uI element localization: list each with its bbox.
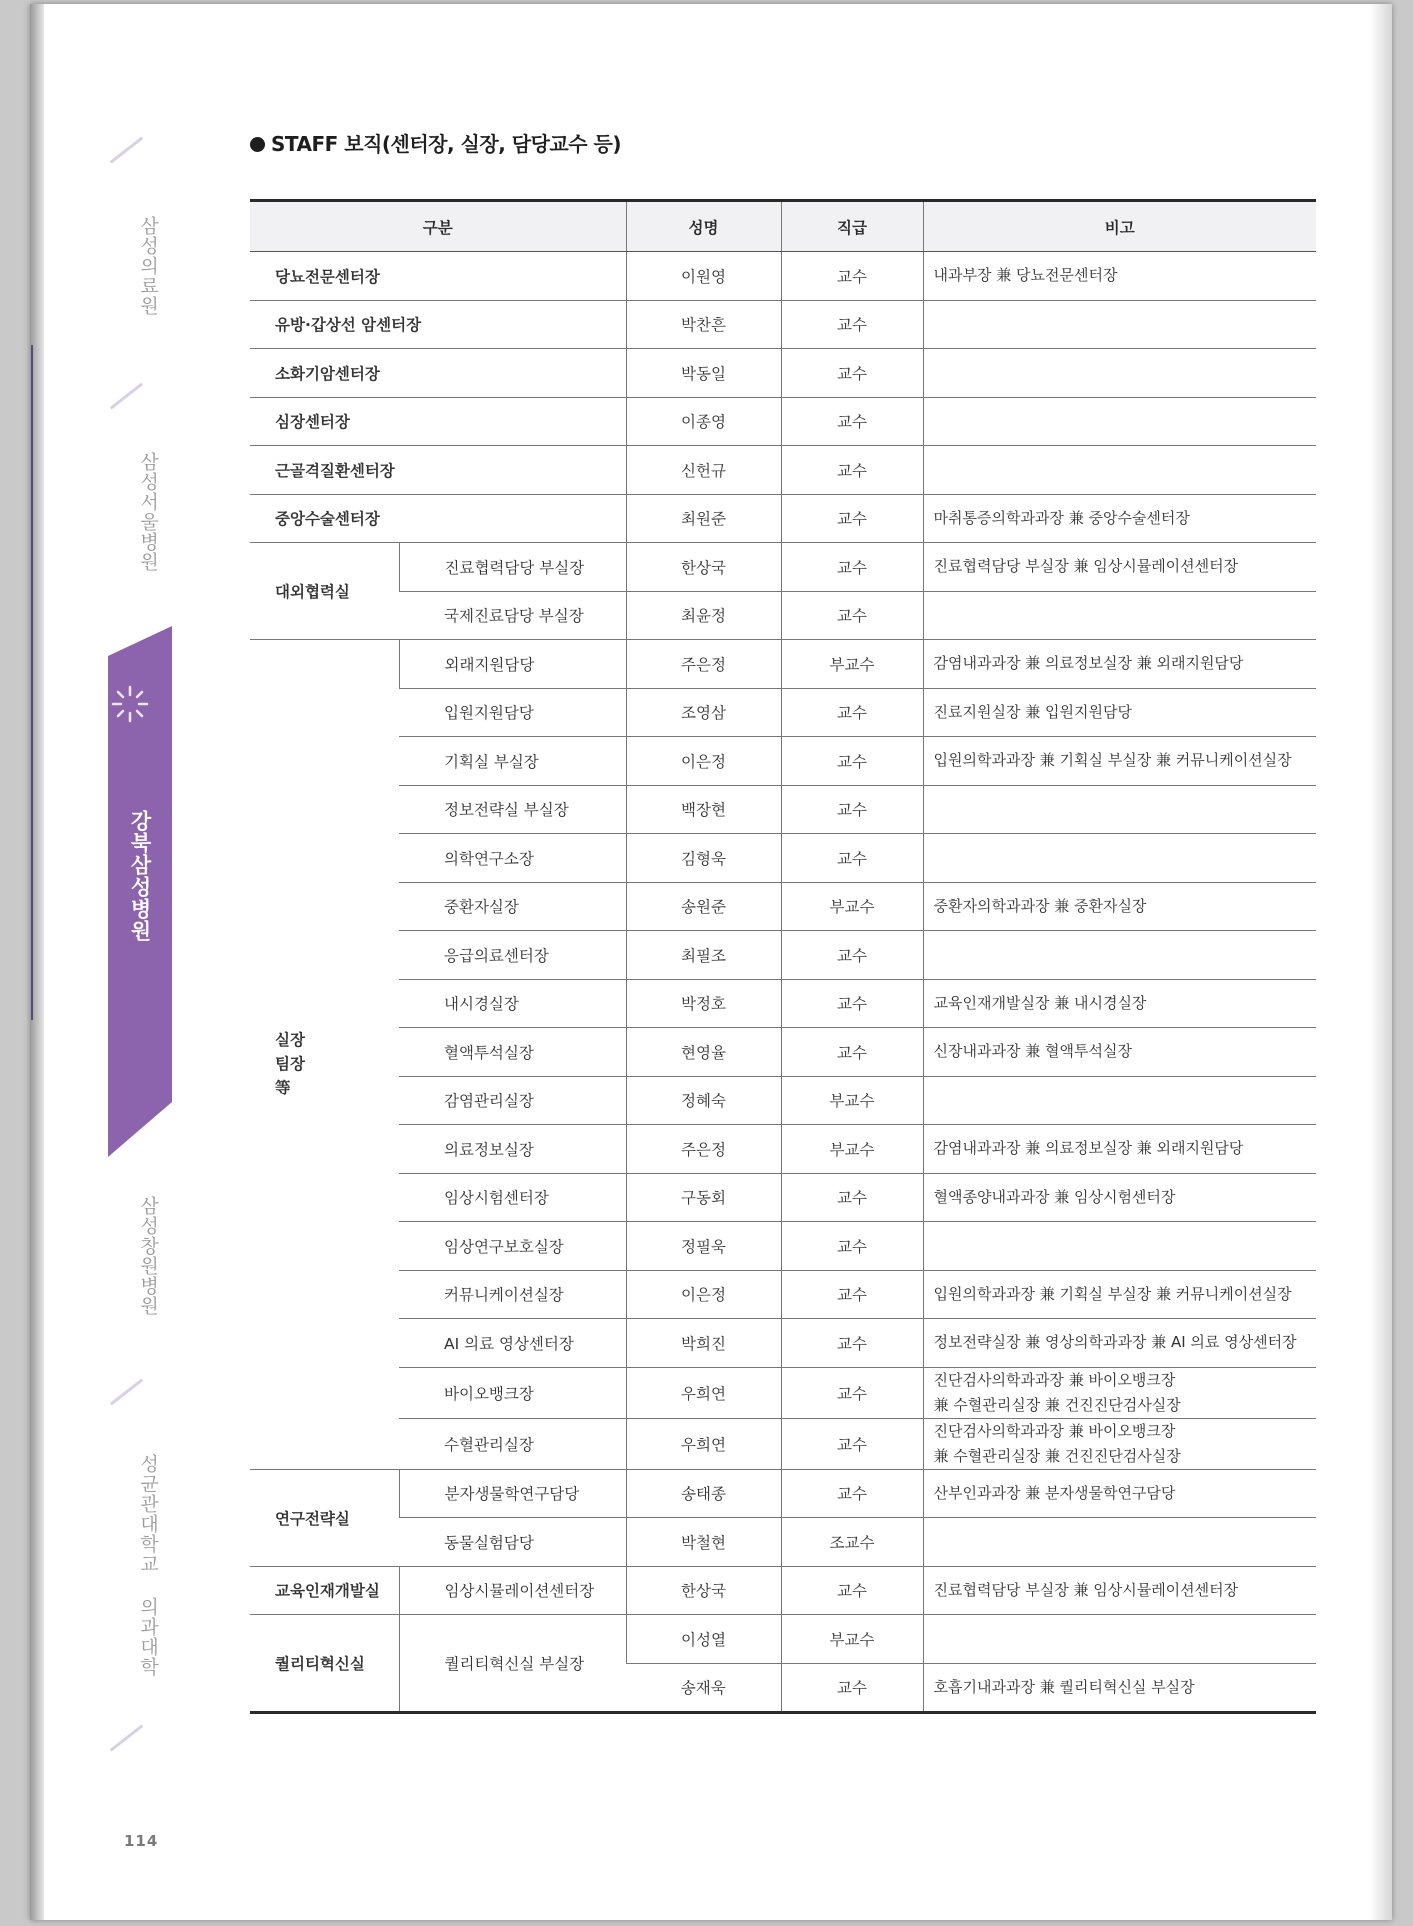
table-row <box>250 1367 1316 1418</box>
rank-cell: 교수 <box>781 1270 923 1319</box>
table-row <box>250 737 1316 786</box>
header-category: 구분 <box>250 201 626 252</box>
category-cell: 중앙수술센터장 <box>250 494 626 543</box>
note-cell: 마취통증의학과과장 兼 중앙수술센터장 <box>923 494 1316 543</box>
note-cell: 내과부장 兼 당뇨전문센터장 <box>923 252 1316 301</box>
side-tab-skku-medicine[interactable]: 성균관대학교 의과대학 <box>137 1454 159 1677</box>
subcategory-cell: 분자생물학연구담당 <box>399 1469 626 1518</box>
category-line: 실장 <box>275 1031 305 1050</box>
note-cell: 정보전략실장 兼 영상의학과과장 兼 AI 의료 영상센터장 <box>923 1319 1316 1368</box>
table-row <box>250 1518 1316 1567</box>
name-cell: 송재욱 <box>626 1663 781 1713</box>
note-cell <box>923 1518 1316 1567</box>
table-row <box>250 349 1316 398</box>
name-cell: 현영율 <box>626 1028 781 1077</box>
table-row <box>250 1125 1316 1174</box>
name-cell: 한상국 <box>626 1566 781 1615</box>
table-row <box>250 688 1316 737</box>
category-line: 팀장 <box>275 1055 305 1074</box>
rank-cell: 교수 <box>781 446 923 495</box>
category-cell-office <box>250 640 399 1470</box>
table-row <box>250 640 1316 689</box>
spine-accent-line <box>31 345 33 1020</box>
bullet-icon <box>250 137 265 152</box>
category-cell: 심장센터장 <box>250 397 626 446</box>
name-cell: 우희연 <box>626 1418 781 1469</box>
note-cell: 중환자의학과과장 兼 중환자실장 <box>923 882 1316 931</box>
side-tab-samsung-changwon[interactable]: 삼성창원병원 <box>137 1196 159 1316</box>
rank-cell: 교수 <box>781 1663 923 1713</box>
subcategory-cell: 퀄리티혁신실 부실장 <box>399 1615 626 1713</box>
note-cell <box>923 1367 1316 1418</box>
subcategory-cell: 응급의료센터장 <box>399 931 626 980</box>
note-cell <box>923 785 1316 834</box>
rank-cell: 교수 <box>781 785 923 834</box>
name-cell: 최윤정 <box>626 591 781 640</box>
name-cell: 한상국 <box>626 543 781 592</box>
category-cell: 연구전략실 <box>250 1469 399 1566</box>
name-cell: 주은정 <box>626 1125 781 1174</box>
subcategory-cell: 의료정보실장 <box>399 1125 626 1174</box>
subcategory-cell: 임상연구보호실장 <box>399 1222 626 1271</box>
table-row <box>250 931 1316 980</box>
table-row <box>250 979 1316 1028</box>
section-title-text: STAFF 보직(센터장, 실장, 담당교수 등) <box>271 132 621 156</box>
rank-cell: 교수 <box>781 494 923 543</box>
table-row <box>250 1076 1316 1125</box>
subcategory-cell: 내시경실장 <box>399 979 626 1028</box>
table-row <box>250 591 1316 640</box>
name-cell: 정혜숙 <box>626 1076 781 1125</box>
rank-cell: 교수 <box>781 1028 923 1077</box>
note-cell: 산부인과과장 兼 분자생물학연구담당 <box>923 1469 1316 1518</box>
table-header-row <box>250 201 1316 252</box>
rank-cell: 교수 <box>781 737 923 786</box>
note-line: 兼 수혈관리실장 兼 건진진단검사실장 <box>933 1395 1181 1414</box>
name-cell: 박철현 <box>626 1518 781 1567</box>
name-cell: 송원준 <box>626 882 781 931</box>
subcategory-cell: 외래지원담당 <box>399 640 626 689</box>
note-cell <box>923 1615 1316 1664</box>
table-row <box>250 494 1316 543</box>
note-line: 진단검사의학과과장 兼 바이오뱅크장 <box>933 1421 1176 1440</box>
name-cell: 이성열 <box>626 1615 781 1664</box>
rank-cell: 부교수 <box>781 640 923 689</box>
rank-cell: 교수 <box>781 349 923 398</box>
category-line: 等 <box>275 1079 291 1098</box>
name-cell: 박동일 <box>626 349 781 398</box>
subcategory-cell: 기획실 부실장 <box>399 737 626 786</box>
table-row <box>250 252 1316 301</box>
table-row <box>250 1615 1316 1664</box>
subcategory-cell: 진료협력담당 부실장 <box>399 543 626 592</box>
side-tab-samsung-medical[interactable]: 삼성의료원 <box>137 216 159 316</box>
category-cell: 소화기암센터장 <box>250 349 626 398</box>
note-cell: 진료협력담당 부실장 兼 임상시뮬레이션센터장 <box>923 543 1316 592</box>
note-cell: 진료협력담당 부실장 兼 임상시뮬레이션센터장 <box>923 1566 1316 1615</box>
rank-cell: 부교수 <box>781 882 923 931</box>
note-cell <box>923 1076 1316 1125</box>
note-cell: 입원의학과과장 兼 기획실 부실장 兼 커뮤니케이션실장 <box>923 1270 1316 1319</box>
note-cell <box>923 397 1316 446</box>
rank-cell: 부교수 <box>781 1076 923 1125</box>
subcategory-cell: 동물실험담당 <box>399 1518 626 1567</box>
subcategory-cell: 감염관리실장 <box>399 1076 626 1125</box>
note-line: 兼 수혈관리실장 兼 건진진단검사실장 <box>933 1446 1181 1465</box>
rank-cell: 교수 <box>781 1319 923 1368</box>
page-number: 114 <box>124 1832 159 1850</box>
subcategory-cell: 수혈관리실장 <box>399 1418 626 1469</box>
rank-cell: 교수 <box>781 688 923 737</box>
name-cell: 송태종 <box>626 1469 781 1518</box>
header-name: 성명 <box>626 201 781 252</box>
rank-cell: 교수 <box>781 300 923 349</box>
name-cell: 우희연 <box>626 1367 781 1418</box>
name-cell: 주은정 <box>626 640 781 689</box>
note-cell: 감염내과과장 兼 의료정보실장 兼 외래지원담당 <box>923 1125 1316 1174</box>
subcategory-cell: AI 의료 영상센터장 <box>399 1319 626 1368</box>
note-cell: 호흡기내과과장 兼 퀄리티혁신실 부실장 <box>923 1663 1316 1713</box>
rank-cell: 부교수 <box>781 1615 923 1664</box>
sunburst-icon <box>110 684 150 724</box>
subcategory-cell: 입원지원담당 <box>399 688 626 737</box>
table-row <box>250 446 1316 495</box>
subcategory-cell: 바이오뱅크장 <box>399 1367 626 1418</box>
table-row <box>250 785 1316 834</box>
name-cell: 박찬흔 <box>626 300 781 349</box>
name-cell: 이은정 <box>626 1270 781 1319</box>
subcategory-cell: 임상시험센터장 <box>399 1173 626 1222</box>
header-rank: 직급 <box>781 201 923 252</box>
rank-cell: 교수 <box>781 931 923 980</box>
note-cell: 감염내과과장 兼 의료정보실장 兼 외래지원담당 <box>923 640 1316 689</box>
subcategory-cell: 중환자실장 <box>399 882 626 931</box>
note-cell <box>923 446 1316 495</box>
rank-cell: 교수 <box>781 1418 923 1469</box>
note-cell <box>923 300 1316 349</box>
note-cell <box>923 591 1316 640</box>
table-row <box>250 834 1316 883</box>
rank-cell: 교수 <box>781 397 923 446</box>
category-cell: 근골격질환센터장 <box>250 446 626 495</box>
table-row <box>250 1319 1316 1368</box>
rank-cell: 교수 <box>781 1566 923 1615</box>
name-cell: 최원준 <box>626 494 781 543</box>
rank-cell: 조교수 <box>781 1518 923 1567</box>
header-note: 비고 <box>923 201 1316 252</box>
rank-cell: 부교수 <box>781 1125 923 1174</box>
name-cell: 백장현 <box>626 785 781 834</box>
table-row <box>250 1173 1316 1222</box>
staff-table <box>250 199 1316 1714</box>
rank-cell: 교수 <box>781 1469 923 1518</box>
category-cell: 유방·갑상선 암센터장 <box>250 300 626 349</box>
subcategory-cell: 커뮤니케이션실장 <box>399 1270 626 1319</box>
name-cell: 조영삼 <box>626 688 781 737</box>
note-cell <box>923 1222 1316 1271</box>
section-title <box>250 128 621 157</box>
note-cell <box>923 1418 1316 1469</box>
subcategory-cell: 국제진료담당 부실장 <box>399 591 626 640</box>
category-cell: 교육인재개발실 <box>250 1566 399 1615</box>
side-tab-kangbuk-samsung[interactable]: 강북삼성병원 <box>128 810 152 942</box>
subcategory-cell: 임상시뮬레이션센터장 <box>399 1566 626 1615</box>
note-line: 진단검사의학과과장 兼 바이오뱅크장 <box>933 1370 1176 1389</box>
note-cell: 신장내과과장 兼 혈액투석실장 <box>923 1028 1316 1077</box>
table-row <box>250 1418 1316 1469</box>
name-cell: 신헌규 <box>626 446 781 495</box>
subcategory-cell: 정보전략실 부실장 <box>399 785 626 834</box>
rank-cell: 교수 <box>781 591 923 640</box>
subcategory-cell: 의학연구소장 <box>399 834 626 883</box>
name-cell: 구동회 <box>626 1173 781 1222</box>
name-cell: 이은정 <box>626 737 781 786</box>
rank-cell: 교수 <box>781 1173 923 1222</box>
name-cell: 김형욱 <box>626 834 781 883</box>
table-row <box>250 1469 1316 1518</box>
table-row <box>250 1270 1316 1319</box>
note-cell: 진료지원실장 兼 입원지원담당 <box>923 688 1316 737</box>
table-row <box>250 397 1316 446</box>
table-row <box>250 300 1316 349</box>
subcategory-cell: 혈액투석실장 <box>399 1028 626 1077</box>
rank-cell: 교수 <box>781 1367 923 1418</box>
table-row <box>250 882 1316 931</box>
table-row <box>250 1222 1316 1271</box>
note-cell: 입원의학과과장 兼 기획실 부실장 兼 커뮤니케이션실장 <box>923 737 1316 786</box>
table-row <box>250 1028 1316 1077</box>
name-cell: 이종영 <box>626 397 781 446</box>
table-row <box>250 1566 1316 1615</box>
note-cell: 교육인재개발실장 兼 내시경실장 <box>923 979 1316 1028</box>
note-cell <box>923 834 1316 883</box>
category-cell: 당뇨전문센터장 <box>250 252 626 301</box>
page-edge-shadow <box>1370 4 1392 1920</box>
table-row <box>250 543 1316 592</box>
rank-cell: 교수 <box>781 252 923 301</box>
name-cell: 이원영 <box>626 252 781 301</box>
name-cell: 최필조 <box>626 931 781 980</box>
name-cell: 정필욱 <box>626 1222 781 1271</box>
rank-cell: 교수 <box>781 979 923 1028</box>
note-cell <box>923 931 1316 980</box>
name-cell: 박희진 <box>626 1319 781 1368</box>
side-tab-samsung-seoul[interactable]: 삼성서울병원 <box>137 452 159 572</box>
category-cell: 대외협력실 <box>250 543 399 640</box>
rank-cell: 교수 <box>781 834 923 883</box>
note-cell: 혈액종양내과과장 兼 임상시험센터장 <box>923 1173 1316 1222</box>
note-cell <box>923 349 1316 398</box>
name-cell: 박정호 <box>626 979 781 1028</box>
rank-cell: 교수 <box>781 1222 923 1271</box>
category-cell: 퀄리티혁신실 <box>250 1615 399 1713</box>
rank-cell: 교수 <box>781 543 923 592</box>
